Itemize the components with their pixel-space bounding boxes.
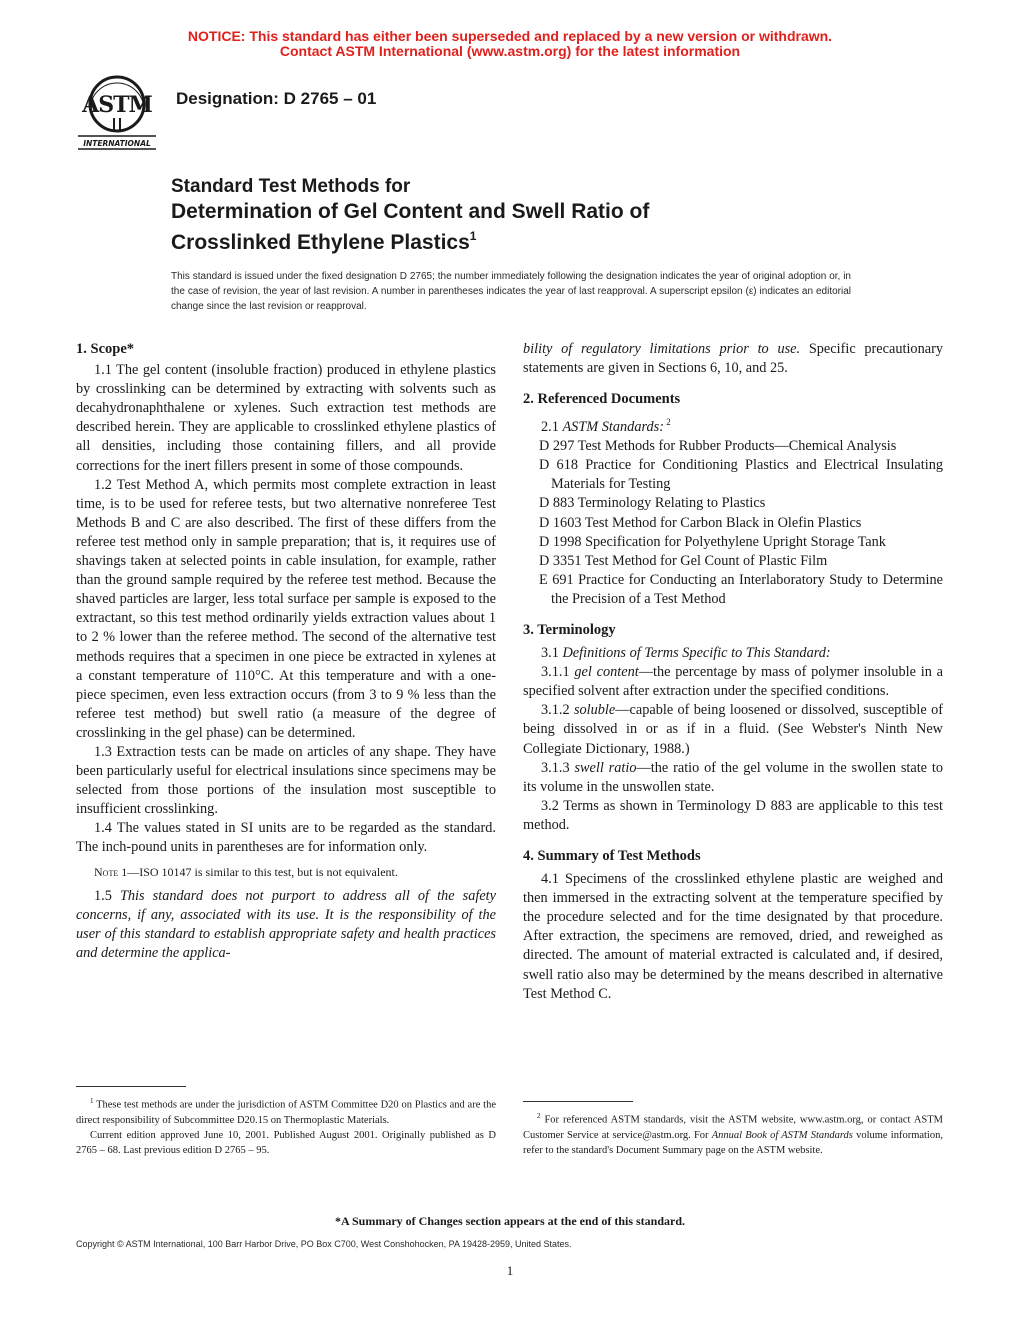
notice-line-1: NOTICE: This standard has either been superseded and replaced by a new version or withdrawn. (187, 28, 833, 44)
para-1-3: 1.3 Extraction tests can be made on articles of any shape. They have been particularly useful for electrical insulations since specimens may be selected from those portions of the insulation most susceptible to insufficient crosslinking. (76, 743, 496, 818)
astm-standards-sup: 2 (664, 417, 671, 428)
para-2-1 (523, 413, 943, 437)
footnote-2 (523, 1109, 943, 1158)
continued-italic: bility of regulatory limitations prior to use. (523, 341, 801, 357)
astm-standards-label: ASTM Standards: (562, 419, 664, 436)
footnote-rule-right (523, 1101, 633, 1102)
issued-note: This standard is issued under the fixed designation D 2765; the number immediately following the designation indicates the year of original adoption or, in the case of revision, the year of last revision. A number in parentheses indicates the year of last reapproval. A superscript epsilon (ε) indicates an editorial change since the last revision or reapproval. (171, 271, 851, 312)
ref-item: D 618 Practice for Conditioning Plastics and Electrical Insulating Materials for Testing (539, 457, 943, 493)
ref-item: D 3351 Test Method for Gel Count of Plastic Film (539, 552, 828, 569)
para-1-1: 1.1 The gel content (insoluble fraction) produced in ethylene plastics by crosslinking can be determined by extracting with solvents such as decahydronaphthalene or xylenes. Such extraction test methods are described herein. They are applicable to crosslinked ethylene plastics of all densities, including those containing fillers, and all provide corrections for the inert fillers present in some of those compounds. (76, 362, 496, 474)
ref-item: D 1998 Specification for Polyethylene Upright Storage Tank (539, 533, 886, 550)
footnote-1 (76, 1094, 496, 1158)
ref-item: D 1603 Test Method for Carbon Black in Olefin Plastics (539, 514, 862, 531)
para-1-5 (76, 887, 496, 963)
para-3-1-1 (523, 663, 943, 701)
section-1-heading: 1. Scope* (76, 341, 134, 357)
para-2-1-num: 2.1 (541, 419, 563, 436)
para-1-5-num: 1.5 (94, 887, 120, 904)
footnote-2-a-text: For referenced ASTM standards, visit the ASTM website, www.astm.org, or contact ASTM Customer Service at service@astm.org. For (523, 1114, 943, 1141)
def-soluble: —capable of being loosened or dissolved, susceptible of being dissolved in or as if in a fluid. (See Webster's Ninth New Collegiate Dictionary, 1988.) (523, 702, 943, 757)
footnote-2-mark: 2 (537, 1112, 541, 1120)
ref-item: D 297 Test Methods for Rubber Products—Chemical Analysis (539, 438, 897, 455)
footnote-1-mark: 1 (90, 1097, 94, 1105)
footnote-1-a-text: These test methods are under the jurisdiction of ASTM Committee D20 on Plastics and are the direct responsibility of Subcommittee D20.15 on Thermoplastic Materials. (76, 1099, 496, 1126)
section-4-heading: 4. Summary of Test Methods (523, 848, 701, 865)
para-3-1-3-num: 3.1.3 (541, 759, 575, 776)
para-3-1-2 (523, 701, 943, 758)
para-3-1-1-num: 3.1.1 (541, 664, 575, 681)
note-label: Note (94, 864, 119, 879)
footnote-1-b: Current edition approved June 10, 2001. Published August 2001. Originally published as D 2765 – 68. Last previous edition D 2765 – 95. (76, 1129, 496, 1156)
term-gel-content: gel content (574, 664, 639, 681)
notice-line-2: Contact ASTM International (www.astm.org) for the latest information (279, 43, 741, 59)
designation: Designation: D 2765 – 01 (176, 89, 377, 108)
document-title (171, 174, 891, 255)
logo-text: ASTM (82, 92, 152, 118)
logo-subtext: INTERNATIONAL (83, 139, 151, 148)
def-swell-ratio: —the ratio of the gel volume in the swollen state to its volume in the unswollen state. (523, 759, 943, 795)
term-swell-ratio: swell ratio (574, 759, 637, 776)
title-line-3: Crosslinked Ethylene Plastics (171, 231, 470, 254)
title-footnote-mark: 1 (469, 229, 477, 243)
term-soluble: soluble (573, 702, 616, 719)
para-1-2: 1.2 Test Method A, which permits most complete extraction in least time, is to be used for referee tests, but two alternative nonreferee Test Methods B and C are also described. The first of these differs from the referee test method only in sample preparation; that is, it requires use of shavings taken at selected points in cable insulation, for example, rather than the ground sample required by the referee test method. Because the shaved particles are larger, less total surface per sample is exposed to the extractant, so this test method ordinarily yields extraction values about 1 to 2 % lower than the referee method. The second of the alternative test methods requires that a specimen in one piece be extracted in xylenes at a constant temperature of 110°C. At this temperature and with a one-piece specimen, even less extraction occurs (from 3 to 9 % less than the referee test method) but swell ratio (a measure of the degree of crosslinking in the gel phase) can be determined. (76, 476, 496, 741)
summary-of-changes-note: *A Summary of Changes section appears at the end of this standard. (334, 1214, 686, 1228)
note-1 (76, 863, 496, 882)
astm-international-logo (72, 74, 162, 154)
para-3-1-num: 3.1 (541, 645, 563, 662)
page-number: 1 (506, 1263, 514, 1278)
footnote-2-a (523, 1109, 943, 1158)
copyright: Copyright © ASTM International, 100 Barr Harbor Drive, PO Box C700, West Conshohocken, PA 19428-2959, United States. (76, 1239, 572, 1249)
para-3-2: 3.2 Terms as shown in Terminology D 883 are applicable to this test method. (523, 797, 943, 833)
title-line-2: Determination of Gel Content and Swell Ratio of (171, 200, 650, 223)
para-4-1: 4.1 Specimens of the crosslinked ethylene plastic are weighed and then immersed in the extracting solvent at the temperature specified by the procedure selected and for the time designated by that procedure. After extraction, the specimens are removed, dried, and reweighed as directed. The amount of material extracted is calculated and, if desired, swell ratio also may be determined by the means described in alternative Test Method C. (523, 871, 943, 1002)
footnote-2-b-text: volume information, refer to the standard's Document Summary page on the ASTM website. (523, 1129, 943, 1156)
section-2-heading: 2. Referenced Documents (523, 391, 681, 408)
note-text: 1—ISO 10147 is similar to this test, but is not equivalent. (118, 864, 398, 879)
footnote-1-a (76, 1094, 496, 1128)
para-3-1-italic: Definitions of Terms Specific to This Standard: (562, 645, 831, 662)
footnote-rule-left (76, 1086, 186, 1087)
right-column (523, 340, 943, 1004)
left-column (76, 340, 496, 963)
para-1-5-continued (523, 340, 943, 378)
para-3-1-3 (523, 759, 943, 797)
para-1-5-italic: This standard does not purport to address all of the safety concerns, if any, associated with its use. It is the responsibility of the user of this standard to establish appropriate safety and health practices and determine the applica- (76, 887, 496, 961)
ref-item: D 883 Terminology Relating to Plastics (539, 495, 766, 512)
para-1-4: 1.4 The values stated in SI units are to be regarded as the standard. The inch-pound units in parentheses are for information only. (76, 820, 496, 856)
section-3-heading: 3. Terminology (523, 621, 616, 638)
def-gel-content: —the percentage by mass of polymer insoluble in a specified solvent after extraction under the specified conditions. (523, 664, 944, 700)
footnote-2-italic: Annual Book of ASTM Standards (711, 1129, 853, 1141)
para-3-1-2-num: 3.1.2 (541, 702, 574, 719)
title-line-1: Standard Test Methods for (171, 176, 411, 197)
continued-rest: Specific precautionary statements are given in Sections 6, 10, and 25. (523, 341, 943, 377)
para-3-1 (523, 644, 943, 663)
ref-item: E 691 Practice for Conducting an Interlaboratory Study to Determine the Precision of a Test Method (539, 571, 943, 607)
